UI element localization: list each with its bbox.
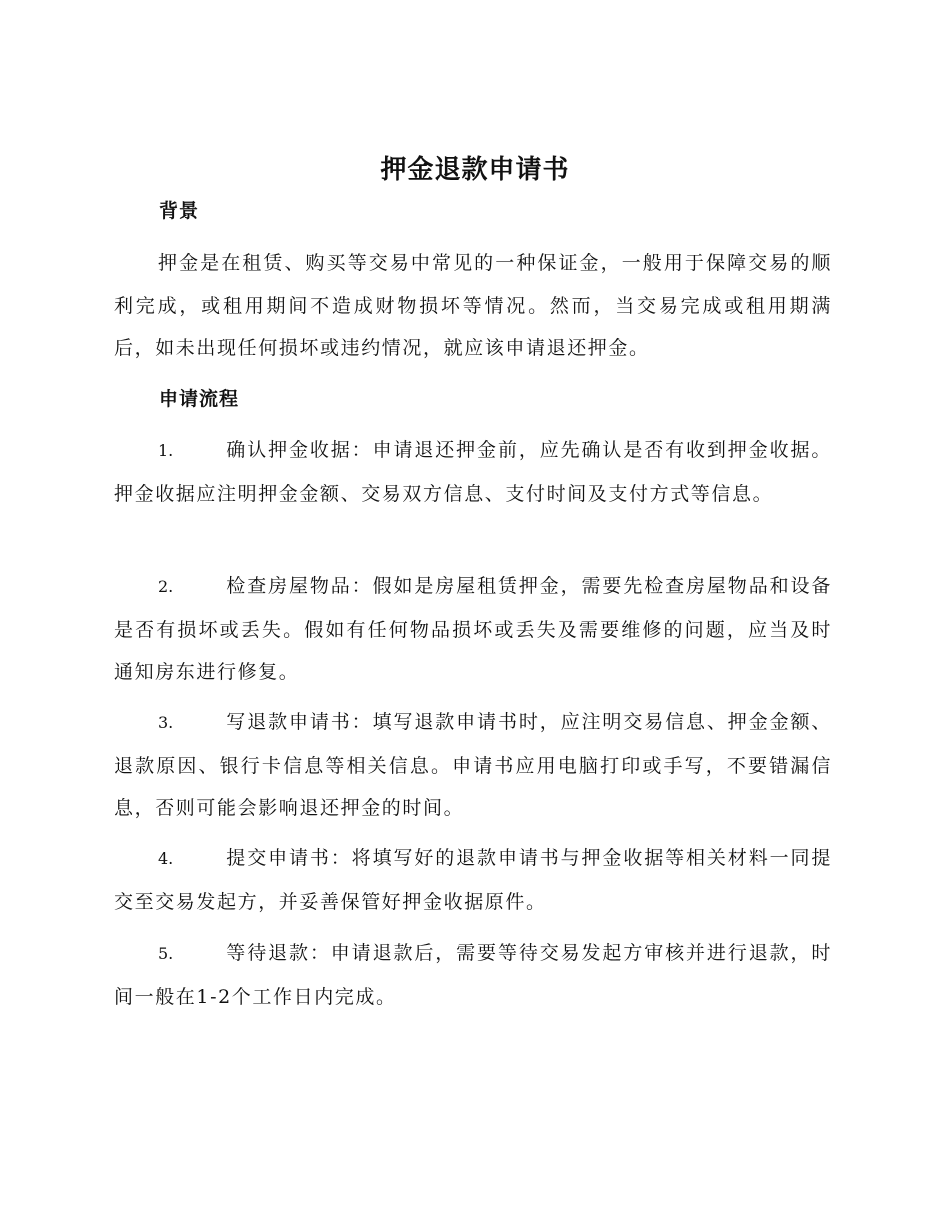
- process-item-number: 4.: [158, 849, 174, 868]
- process-item-2: [114, 565, 832, 694]
- process-item-number: 1.: [158, 441, 174, 460]
- process-item-number: 2.: [158, 577, 174, 596]
- process-item-text: 确认押金收据：申请退还押金前，应先确认是否有收到押金收据。押金收据应注明押金金额、交易双方信息、支付时间及支付方式等信息。: [114, 439, 832, 505]
- process-item-text: 提交申请书：将填写好的退款申请书与押金收据等相关材料一同提交至交易发起方，并妥善保管好押金收据原件。: [114, 847, 832, 913]
- process-item-text: 检查房屋物品：假如是房屋租赁押金，需要先检查房屋物品和设备是否有损坏或丢失。假如有任何物品损坏或丢失及需要维修的问题，应当及时通知房东进行修复。: [114, 575, 832, 683]
- section-heading-background: 背景: [159, 200, 200, 222]
- document-title: 押金退款申请书: [380, 155, 570, 185]
- process-item-3: [114, 701, 832, 830]
- process-item-text: 写退款申请书：填写退款申请书时，应注明交易信息、押金金额、退款原因、银行卡信息等相关信息。申请书应用电脑打印或手写，不要错漏信息，否则可能会影响退还押金的时间。: [114, 711, 832, 819]
- process-item-5: [114, 932, 832, 1018]
- section-heading-process: 申请流程: [159, 388, 240, 410]
- process-item-1: [114, 429, 832, 515]
- process-item-number: 3.: [158, 713, 174, 732]
- process-item-number: 5.: [158, 944, 174, 963]
- process-item-4: [114, 837, 832, 923]
- background-paragraph: 押金是在租赁、购买等交易中常见的一种保证金，一般用于保障交易的顺利完成，或租用期间不造成财物损坏等情况。然而，当交易完成或租用期满后，如未出现任何损坏或违约情况，就应该申请退还押金。: [114, 252, 832, 359]
- process-item-text: 等待退款：申请退款后，需要等待交易发起方审核并进行退款，时间一般在1-2个工作日内完成。: [114, 942, 832, 1008]
